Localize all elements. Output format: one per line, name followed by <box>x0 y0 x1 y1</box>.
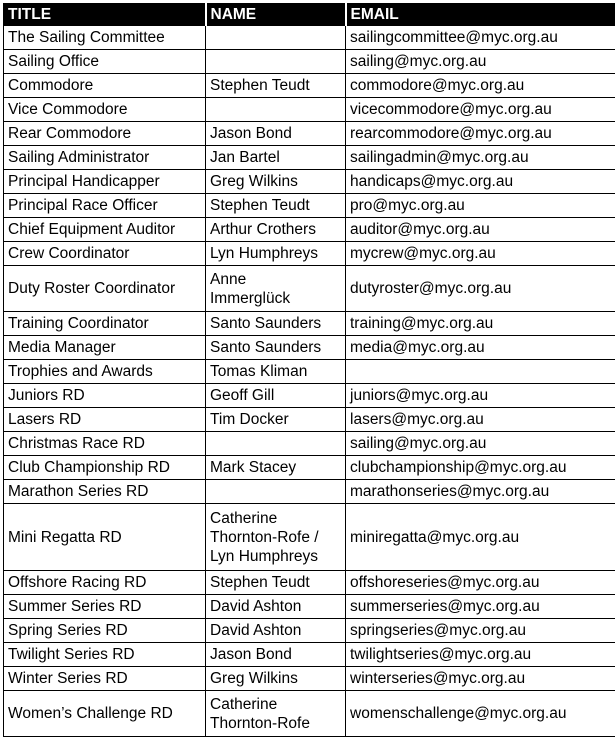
table-row <box>4 480 615 504</box>
name-line: Jason Bond <box>210 125 292 142</box>
name-cell <box>206 266 346 312</box>
email-cell: handicaps@myc.org.au <box>346 170 615 194</box>
email-cell: juniors@myc.org.au <box>346 384 615 408</box>
email-cell: sailing@myc.org.au <box>346 50 615 74</box>
name-line: Lyn Humphreys <box>210 547 318 565</box>
name-cell <box>206 242 346 266</box>
title-cell: Rear Commodore <box>4 122 206 146</box>
table-row <box>4 98 615 122</box>
table-row <box>4 242 615 266</box>
name-cell <box>206 432 346 456</box>
name-cell <box>206 408 346 432</box>
table-row <box>4 643 615 667</box>
title-cell: Chief Equipment Auditor <box>4 218 206 242</box>
email-cell: offshoreseries@myc.org.au <box>346 571 615 595</box>
title-cell: Crew Coordinator <box>4 242 206 266</box>
table-row <box>4 336 615 360</box>
name-cell <box>206 218 346 242</box>
name-cell <box>206 194 346 218</box>
name-line: Greg Wilkins <box>210 173 298 190</box>
email-cell: auditor@myc.org.au <box>346 218 615 242</box>
title-cell: Club Championship RD <box>4 456 206 480</box>
email-cell: rearcommodore@myc.org.au <box>346 122 615 146</box>
name-cell <box>206 619 346 643</box>
name-line: Lyn Humphreys <box>210 245 318 262</box>
table-row <box>4 266 615 312</box>
email-cell: miniregatta@myc.org.au <box>346 504 615 571</box>
name-line: Thornton-Rofe / <box>210 528 319 546</box>
title-cell: Training Coordinator <box>4 312 206 336</box>
title-cell: Principal Handicapper <box>4 170 206 194</box>
table-row <box>4 691 615 737</box>
name-cell <box>206 643 346 667</box>
name-cell <box>206 504 346 571</box>
title-cell: Summer Series RD <box>4 595 206 619</box>
table-row <box>4 170 615 194</box>
table-row <box>4 384 615 408</box>
title-cell: Christmas Race RD <box>4 432 206 456</box>
table-row <box>4 146 615 170</box>
name-line: Santo Saunders <box>210 315 322 332</box>
table-row <box>4 408 615 432</box>
table-row <box>4 122 615 146</box>
column-header-name: NAME <box>206 4 346 26</box>
title-cell: Vice Commodore <box>4 98 206 122</box>
title-cell: Sailing Administrator <box>4 146 206 170</box>
table-body <box>4 26 615 737</box>
name-cell <box>206 456 346 480</box>
email-cell: sailingadmin@myc.org.au <box>346 146 615 170</box>
name-line: Catherine <box>210 695 278 713</box>
title-cell: Women’s Challenge RD <box>4 691 206 737</box>
name-line: David Ashton <box>210 598 302 615</box>
table-row <box>4 74 615 98</box>
email-cell <box>346 360 615 384</box>
name-cell <box>206 691 346 737</box>
title-cell: Twilight Series RD <box>4 643 206 667</box>
table-row <box>4 50 615 74</box>
title-cell: Trophies and Awards <box>4 360 206 384</box>
title-cell: Offshore Racing RD <box>4 571 206 595</box>
title-cell: Media Manager <box>4 336 206 360</box>
name-cell <box>206 26 346 50</box>
table-row <box>4 432 615 456</box>
name-cell <box>206 360 346 384</box>
email-cell: training@myc.org.au <box>346 312 615 336</box>
table-row <box>4 218 615 242</box>
email-cell: media@myc.org.au <box>346 336 615 360</box>
table-row <box>4 26 615 50</box>
name-line: Catherine <box>210 509 278 527</box>
name-cell <box>206 336 346 360</box>
table-row <box>4 667 615 691</box>
header-row <box>4 4 615 26</box>
table-row <box>4 619 615 643</box>
table-row <box>4 504 615 571</box>
title-cell: Duty Roster Coordinator <box>4 266 206 312</box>
name-cell <box>206 170 346 194</box>
name-line: Stephen Teudt <box>210 77 310 94</box>
name-line: Arthur Crothers <box>210 221 316 238</box>
name-line: David Ashton <box>210 622 302 639</box>
table-row <box>4 571 615 595</box>
email-cell: pro@myc.org.au <box>346 194 615 218</box>
column-header-title: TITLE <box>4 4 206 26</box>
title-cell: Lasers RD <box>4 408 206 432</box>
name-cell <box>206 667 346 691</box>
email-cell: dutyroster@myc.org.au <box>346 266 615 312</box>
email-cell: vicecommodore@myc.org.au <box>346 98 615 122</box>
title-cell: Principal Race Officer <box>4 194 206 218</box>
table-row <box>4 595 615 619</box>
title-cell: Winter Series RD <box>4 667 206 691</box>
title-cell: Mini Regatta RD <box>4 504 206 571</box>
name-line: Santo Saunders <box>210 339 322 356</box>
name-cell <box>206 50 346 74</box>
contacts-table <box>3 3 615 737</box>
title-cell: Sailing Office <box>4 50 206 74</box>
name-line: Mark Stacey <box>210 459 297 476</box>
title-cell: Marathon Series RD <box>4 480 206 504</box>
name-line: Thornton-Rofe <box>210 714 310 732</box>
name-line: Stephen Teudt <box>210 574 310 591</box>
name-cell <box>206 146 346 170</box>
email-cell: mycrew@myc.org.au <box>346 242 615 266</box>
name-cell <box>206 571 346 595</box>
name-cell <box>206 98 346 122</box>
table-header <box>4 4 615 26</box>
email-cell: summerseries@myc.org.au <box>346 595 615 619</box>
name-cell <box>206 595 346 619</box>
name-line: Jason Bond <box>210 646 292 663</box>
email-cell: springseries@myc.org.au <box>346 619 615 643</box>
name-line: Tomas Kliman <box>210 363 308 380</box>
email-cell: sailing@myc.org.au <box>346 432 615 456</box>
table-row <box>4 194 615 218</box>
name-line: Jan Bartel <box>210 149 280 166</box>
name-cell <box>206 384 346 408</box>
name-line: Greg Wilkins <box>210 670 298 687</box>
name-line: Tim Docker <box>210 411 289 428</box>
email-cell: winterseries@myc.org.au <box>346 667 615 691</box>
email-cell: lasers@myc.org.au <box>346 408 615 432</box>
name-line: Stephen Teudt <box>210 197 310 214</box>
title-cell: Spring Series RD <box>4 619 206 643</box>
email-cell: marathonseries@myc.org.au <box>346 480 615 504</box>
name-cell <box>206 480 346 504</box>
title-cell: Juniors RD <box>4 384 206 408</box>
table-row <box>4 456 615 480</box>
email-cell: commodore@myc.org.au <box>346 74 615 98</box>
column-header-email: EMAIL <box>346 4 615 26</box>
email-cell: clubchampionship@myc.org.au <box>346 456 615 480</box>
table-row <box>4 312 615 336</box>
title-cell: Commodore <box>4 74 206 98</box>
name-cell <box>206 74 346 98</box>
email-cell: twilightseries@myc.org.au <box>346 643 615 667</box>
name-line: Immerglück <box>210 289 291 307</box>
email-cell: womenschallenge@myc.org.au <box>346 691 615 737</box>
table-row <box>4 360 615 384</box>
title-cell: The Sailing Committee <box>4 26 206 50</box>
name-cell <box>206 122 346 146</box>
name-line: Geoff Gill <box>210 387 275 404</box>
email-cell: sailingcommittee@myc.org.au <box>346 26 615 50</box>
name-cell <box>206 312 346 336</box>
name-line: Anne <box>210 270 247 288</box>
